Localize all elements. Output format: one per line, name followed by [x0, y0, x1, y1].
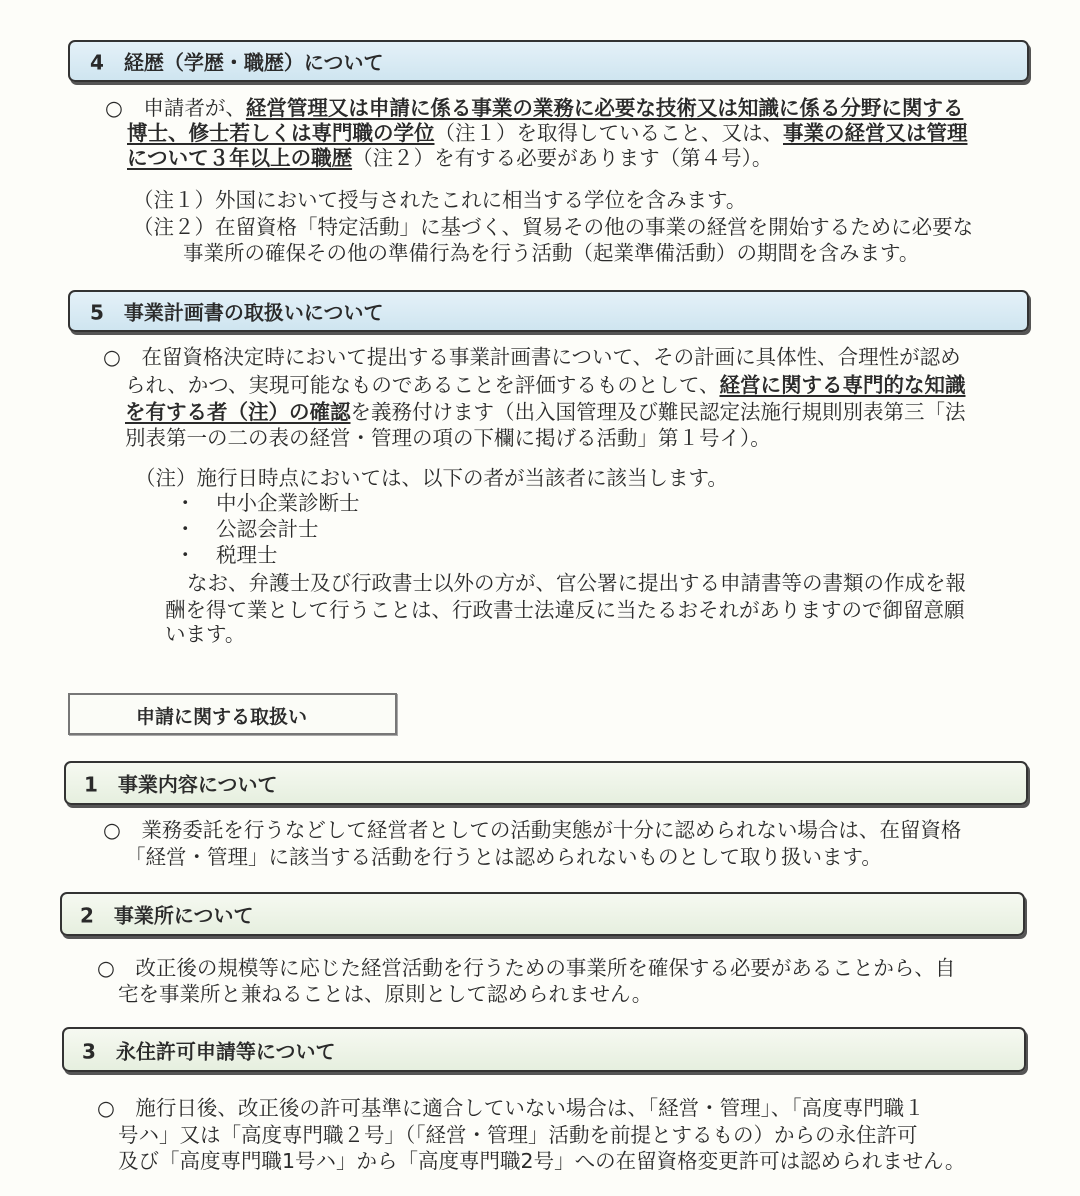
body-text: ○ 業務委託を行うなどして経営者としての活動実態が十分に認められない場合は、在留資格 — [103, 818, 962, 842]
app-section-3-header — [62, 1027, 1026, 1072]
emphasized-text: 事業の経営又は管理 — [783, 121, 968, 145]
body-text: います。 — [165, 622, 246, 646]
body-text: ・ 中小企業診断士 — [175, 491, 360, 515]
text-line — [125, 844, 882, 870]
app-section-2-header — [60, 892, 1025, 936]
app-section-1-title: 1 事業内容について — [84, 772, 278, 797]
section-5-title: 5 事業計画書の取扱いについて — [90, 300, 384, 325]
emphasized-text: 博士、修士若しくは専門職の学位 — [127, 121, 435, 145]
application-handling-label-box — [68, 693, 397, 735]
text-line — [187, 570, 966, 596]
emphasized-text: 経営に関する専門的な知識 — [719, 373, 966, 397]
text-line — [125, 425, 771, 451]
body-text: ・ 公認会計士 — [175, 517, 319, 541]
emphasized-text: 経営管理又は申請に係る事業の業務に必要な技術又は知識に係る分野に関する — [245, 96, 964, 120]
text-line — [118, 1122, 918, 1148]
body-text: ○ 申請者が、 — [105, 96, 246, 120]
text-line — [165, 597, 965, 623]
text-line — [97, 1095, 925, 1121]
text-line — [175, 542, 278, 568]
body-text: を義務付けます（出入国管理及び難民認定法施行規則別表第三「法 — [350, 400, 966, 424]
text-line — [175, 490, 360, 516]
text-line — [125, 372, 966, 398]
body-text: （注）施行日時点においては、以下の者が当該者に該当します。 — [135, 466, 728, 490]
body-text: （注２）在留資格「特定活動」に基づく、貿易その他の事業の経営を開始するために必要な — [133, 215, 974, 239]
body-text: （注１）を取得していること、又は、 — [434, 121, 783, 145]
body-text: 宅を事業所と兼ねることは、原則として認められません。 — [118, 982, 653, 1006]
body-text: 号ハ」又は「高度専門職２号」（「経営・管理」活動を前提とするもの）からの永住許可 — [118, 1123, 918, 1147]
body-text: 及び「高度専門職1号ハ」から「高度専門職2号」への在留資格変更許可は認められません。 — [118, 1149, 966, 1173]
text-line — [133, 187, 746, 213]
section-4-header — [68, 40, 1029, 82]
emphasized-text: を有する者（注）の確認 — [125, 400, 351, 424]
body-text: ○ 改正後の規模等に応じた経営活動を行うための事業所を確保する必要があることから、自 — [97, 956, 956, 980]
text-line — [175, 516, 319, 542]
body-text: 別表第一の二の表の経営・管理の項の下欄に掲げる活動」第１号イ）。 — [125, 426, 771, 450]
text-line — [183, 240, 919, 266]
body-text: ・ 税理士 — [175, 543, 278, 567]
app-section-3-title: 3 永住許可申請等について — [82, 1039, 336, 1063]
app-section-2-title: 2 事業所について — [80, 903, 254, 928]
text-line — [127, 120, 968, 146]
section-4-title: 4 経歴（学歴・職歴）について — [90, 50, 384, 75]
app-section-1-header — [64, 761, 1028, 805]
text-line — [127, 145, 772, 171]
text-line — [103, 344, 961, 370]
text-line — [165, 621, 245, 647]
text-line — [97, 955, 955, 981]
text-line — [135, 465, 728, 491]
body-text: （注２）を有する必要があります（第４号）。 — [352, 146, 773, 170]
body-text: ○ 在留資格決定時において提出する事業計画書について、その計画に具体性、合理性が認め — [103, 345, 961, 369]
body-text: なお、弁護士及び行政書士以外の方が、官公署に提出する申請書等の書類の作成を報 — [187, 571, 966, 595]
text-line — [125, 399, 966, 425]
text-line — [105, 95, 963, 121]
emphasized-text: について３年以上の職歴 — [127, 146, 353, 170]
body-text: ○ 施行日後、改正後の許可基準に適合していない場合は、「経営・管理」、「高度専門職１ — [97, 1096, 925, 1120]
body-text: 酬を得て業として行うことは、行政書士法違反に当たるおそれがありますので御留意願 — [165, 598, 965, 622]
section-5-header — [68, 290, 1029, 332]
body-text: 事業所の確保その他の準備行為を行う活動（起業準備活動）の期間を含みます。 — [183, 241, 920, 265]
body-text: 「経営・管理」に該当する活動を行うとは認められないものとして取り扱います。 — [125, 845, 882, 869]
body-text: （注１）外国において授与されたこれに相当する学位を含みます。 — [133, 188, 747, 212]
text-line — [118, 981, 652, 1007]
application-handling-label: 申請に関する取扱い — [136, 706, 308, 728]
body-text: られ、かつ、実現可能なものであることを評価するものとして、 — [125, 373, 720, 397]
text-line — [133, 214, 973, 240]
text-line — [118, 1148, 965, 1174]
text-line — [103, 817, 961, 843]
